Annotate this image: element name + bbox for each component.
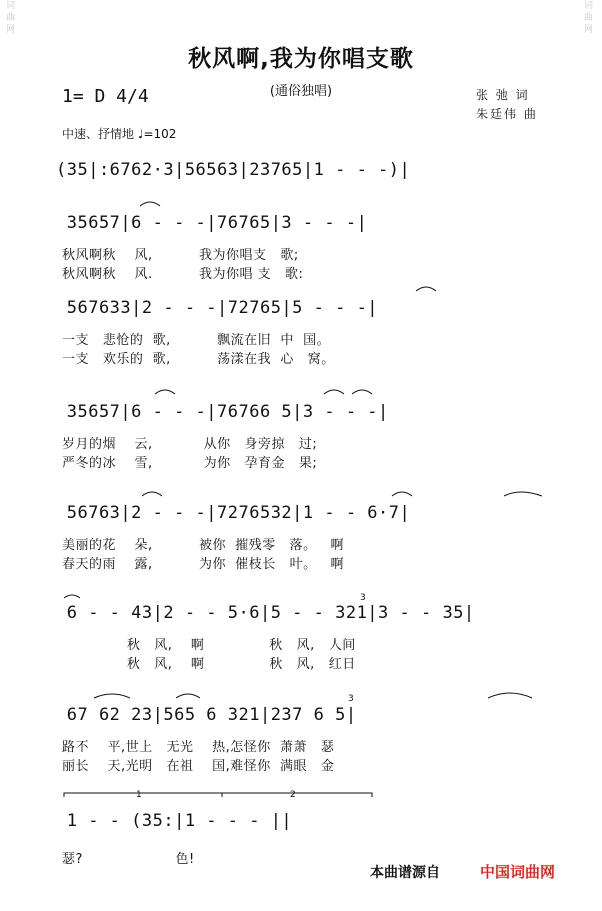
lyric-line: 丽长 天,光明 在祖 国,难怪你 满眼 金 — [62, 759, 335, 774]
score-row-notes: 35657|6 - - -|76765|3 - - -| — [56, 213, 368, 233]
lyric-line: 美丽的花 朵, 被你 摧残零 落。 啊 — [62, 538, 345, 553]
lyric-line: 路不 平,世上 无光 热,怎怪你 萧萧 瑟 — [62, 740, 335, 755]
composer-credit: 朱廷伟 曲 — [476, 107, 538, 121]
score-row-notes: 56763|2 - - -|7276532|1 - - 6·7| — [56, 503, 411, 523]
song-title: 秋风啊,我为你唱支歌 — [188, 46, 414, 72]
lyric-line: 严冬的冰 雪, 为你 孕育金 果; — [62, 456, 318, 471]
score-row-notes: (35|:6762·3|5656̇3|23765|1 - - -)| — [56, 160, 411, 180]
tempo-marking: 中速、抒情地 ♩=102 — [62, 127, 177, 141]
score-row-notes: 567633|2 - - -|72765|5 - - -| — [56, 298, 379, 318]
svg-text:1: 1 — [136, 790, 142, 800]
lyric-line: 秋 风, 啊 秋 风, 人间 — [62, 638, 356, 653]
lyric-line: 春天的雨 露, 为你 催枝长 叶。 啊 — [62, 557, 345, 572]
lyric-line: 一支 悲怆的 歌, 飘流在旧 中 国。 — [62, 333, 331, 348]
lyric-line: 一支 欢乐的 歌, 荡漾在我 心 窝。 — [62, 352, 335, 367]
song-subtitle: (通俗独唱) — [269, 84, 333, 99]
key-signature: 1= D 4/4 — [62, 86, 149, 107]
svg-text:3: 3 — [360, 593, 366, 603]
lyric-line: 瑟? 色! — [62, 852, 195, 867]
score-row-notes: 6 - - 43|2 - - 5·6|5 - - 321|3 - - 35| — [56, 603, 475, 623]
watermark-right: 词 曲 网 — [584, 1, 594, 35]
score-row-notes: 35657|6 - - -|76766 5|3 - - -| — [56, 402, 389, 422]
score-row-notes: 67 62 23|565 6 321|237 6 5| — [56, 705, 357, 725]
lyricist-credit: 张 弛 词 — [476, 88, 530, 102]
lyric-line: 秋风啊秋 风, 我为你唱支 歌; — [62, 248, 299, 263]
svg-text:3: 3 — [348, 694, 354, 704]
lyric-line: 岁月的烟 云, 从你 身旁掠 过; — [62, 437, 318, 452]
lyric-line: 秋风啊秋 风. 我为你唱 支 歌: — [62, 267, 304, 282]
lyric-line: 秋 风, 啊 秋 风, 红日 — [62, 657, 356, 672]
watermark-left: 词 曲 网 — [6, 1, 16, 35]
svg-text:2: 2 — [290, 790, 296, 800]
score-row-notes: 1 - - (35:|1 - - - || — [56, 811, 293, 831]
source-label: 本曲谱源自 — [370, 865, 440, 881]
source-site-link[interactable]: 中国词曲网 — [480, 863, 556, 881]
